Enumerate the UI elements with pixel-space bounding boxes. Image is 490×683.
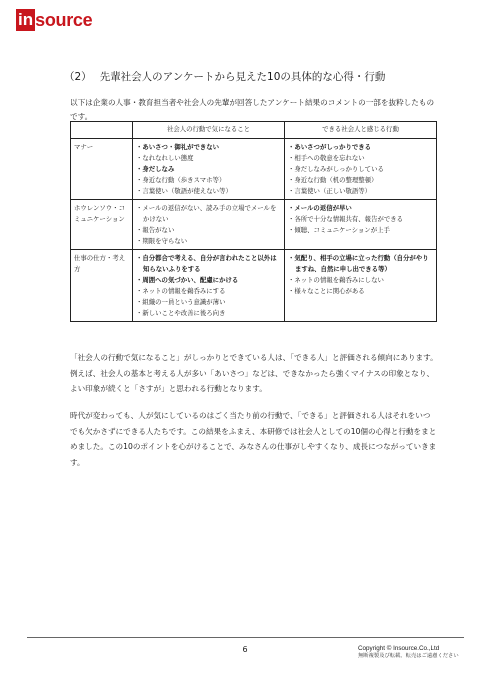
table-row <box>71 139 437 200</box>
insource-logo <box>16 9 92 31</box>
good-behaviors-cell <box>285 139 437 200</box>
logo-in-mark: in <box>18 10 34 29</box>
survey-table <box>70 121 437 322</box>
section-heading <box>64 69 385 84</box>
good-item: ・様々なことに関心がある <box>288 287 365 295</box>
header-category <box>71 122 133 139</box>
concern-item: ・身だしなみ <box>136 165 175 173</box>
row-category: 仕事の仕方・考え方 <box>71 250 133 322</box>
concern-item: ・ネットの情報を鵜呑みにする <box>136 287 226 295</box>
good-item: ・ネットの情報を鵜呑みにしない <box>288 276 384 284</box>
reproduction-notice: 無断複製及び転載、転売はご遠慮ください <box>358 653 459 659</box>
concern-item: ・メールの返信がない、読み手の立場でメールをかけない <box>136 204 277 223</box>
table-row <box>71 200 437 250</box>
concern-item: ・なれなれしい態度 <box>136 154 194 162</box>
copyright-text: Copyright © Insource.Co.,Ltd <box>358 645 440 652</box>
footer-divider <box>27 637 464 638</box>
concerns-cell <box>133 200 285 250</box>
header-concerns: 社会人の行動で気になること <box>133 122 285 139</box>
section-title: 先輩社会人のアンケートから見えた10の具体的な心得・行動 <box>99 71 386 83</box>
good-item: ・傾聴、コミュニケーションが上手 <box>288 226 390 234</box>
table-row <box>71 250 437 322</box>
concern-item: ・周囲への気づかい、配慮にかける <box>136 276 239 284</box>
concern-item: ・報告がない <box>136 226 175 234</box>
good-item: ・身だしなみがしっかりしている <box>288 165 384 173</box>
table-header-row <box>71 122 437 139</box>
concerns-cell <box>133 139 285 200</box>
good-item: ・あいさつがしっかりできる <box>288 143 372 151</box>
concern-item: ・期限を守らない <box>136 237 188 245</box>
concern-item: ・自分都合で考える、自分が言われたこと以外は知らないふりをする <box>136 254 277 273</box>
body-paragraph: 「社会人の行動で気になること」がしっかりとできている人は、「できる人」と評価される傾向にあります。例えば、社会人の基本と考える人が多い「あいさつ」などは、できなかったら強くマイナスの印象となり、よい印象が続くと「さすが」と思われる行動となります。 <box>70 353 438 393</box>
good-behaviors-cell <box>285 200 437 250</box>
good-behaviors-cell <box>285 250 437 322</box>
good-item: ・気配り、相手の立場に立った行動（自分がやりますね、自然に申し出できる等） <box>288 254 429 273</box>
page-number: 6 <box>242 645 248 654</box>
row-category: マナー <box>71 139 133 200</box>
concern-item: ・身近な行動（歩きスマホ等） <box>136 176 226 184</box>
section-number: （2） <box>64 71 92 83</box>
header-good-behaviors: できる社会人と感じる行動 <box>285 122 437 139</box>
concern-item: ・言葉使い（敬語が使えない等） <box>136 187 232 195</box>
good-item: ・相手への敬意を忘れない <box>288 154 365 162</box>
good-item: ・身近な行動（机の整理整頓） <box>288 176 378 184</box>
good-item: ・メールの返信が早い <box>288 204 352 212</box>
body-paragraph: 時代が変わっても、人が気にしているのはごく当たり前の行動で、「できる」と評価される人はそれをいつでも欠かさずにできる人たちです。この結果をふまえ、本研修では社会人としての10個の心得と行動をまとめました。この10のポイントを心がけることで、みなさんの仕事がしやすくなり、成長につながっていきます。 <box>70 411 437 467</box>
concern-item: ・あいさつ・御礼ができない <box>136 143 220 151</box>
concern-item: ・組織の一員という意識が薄い <box>136 298 226 306</box>
concern-item: ・新しいことや改善に後ろ向き <box>136 309 226 317</box>
intro-text: 以下は企業の人事・教育担当者や社会人の先輩が回答したアンケート結果のコメントの一部を抜粋したものです。 <box>70 98 435 121</box>
concerns-cell <box>133 250 285 322</box>
logo-wordmark: source <box>35 10 93 30</box>
good-item: ・言葉使い（正しい敬語等） <box>288 187 372 195</box>
good-item: ・各所で十分な情報共有、報告ができる <box>288 215 404 223</box>
row-category: ホウレンソウ・コミュニケーション <box>71 200 133 250</box>
